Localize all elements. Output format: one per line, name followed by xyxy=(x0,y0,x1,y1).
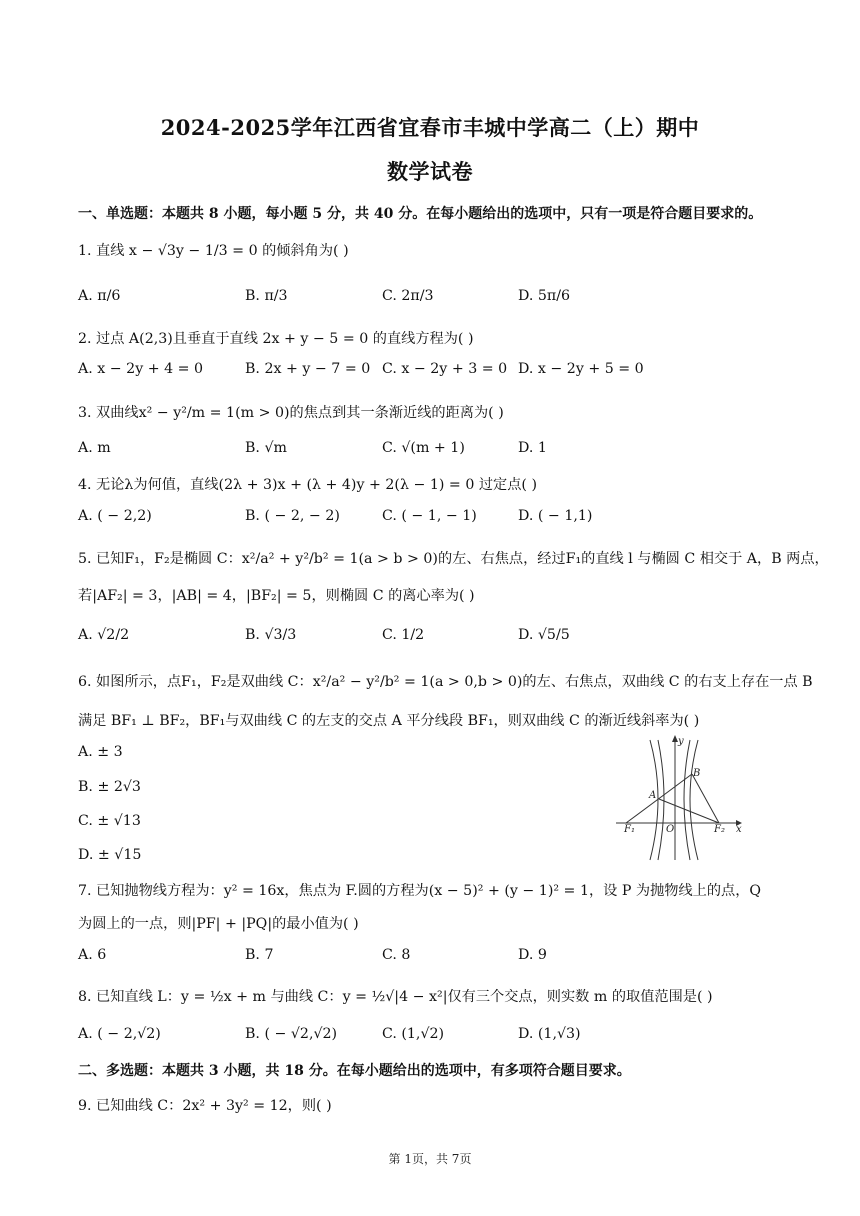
question-6-option-a: A. ± 3 xyxy=(78,744,123,760)
segment-b-f2 xyxy=(692,774,719,823)
question-8-option-d: D. (1,√3) xyxy=(518,1026,581,1042)
question-6-option-c: C. ± √13 xyxy=(78,813,141,829)
question-4-option-a: A. ( − 2,2) xyxy=(78,508,152,524)
question-5-stem-line2: 若|AF₂| = 3，|AB| = 4，|BF₂| = 5，则椭圆 C 的离心率为( ) xyxy=(78,588,475,604)
question-7-option-d: D. 9 xyxy=(518,947,547,963)
question-2-option-a: A. x − 2y + 4 = 0 xyxy=(78,361,204,377)
question-2-option-b: B. 2x + y − 7 = 0 xyxy=(245,361,371,377)
question-1-stem: 1. 直线 x − √3y − 1/3 = 0 的倾斜角为( ) xyxy=(78,243,349,259)
section2-heading: 二、多选题：本题共 3 小题，共 18 分。在每小题给出的选项中，有多项符合题目要求。 xyxy=(78,1063,631,1079)
exam-subtitle: 数学试卷 xyxy=(387,159,473,184)
label-f2: F₂ xyxy=(714,824,725,835)
question-5-stem-line1: 5. 已知F₁，F₂是椭圆 C：x²/a² + y²/b² = 1(a > b > 0)的左、右焦点，经过F₁的直线 l 与椭圆 C 相交于 A，B 两点， xyxy=(78,551,829,567)
question-1-option-d: D. 5π/6 xyxy=(518,288,571,304)
hyperbola-figure xyxy=(612,732,752,864)
question-7-option-b: B. 7 xyxy=(245,947,274,963)
question-2-stem: 2. 过点 A(2,3)且垂直于直线 2x + y − 5 = 0 的直线方程为( ) xyxy=(78,331,474,347)
question-5-option-d: D. √5/5 xyxy=(518,627,570,643)
question-3-stem: 3. 双曲线x² − y²/m = 1(m > 0)的焦点到其一条渐近线的距离为( ) xyxy=(78,405,504,421)
question-4-option-c: C. ( − 1, − 1) xyxy=(382,508,477,524)
label-a: A xyxy=(649,790,657,801)
question-5-option-c: C. 1/2 xyxy=(382,627,425,643)
question-8-option-c: C. (1,√2) xyxy=(382,1026,445,1042)
exam-title: 2024-2025学年江西省宜春市丰城中学高二（上）期中 xyxy=(160,115,700,140)
question-3-option-c: C. √(m + 1) xyxy=(382,440,465,456)
question-1-option-b: B. π/3 xyxy=(245,288,288,304)
question-8-option-a: A. ( − 2,√2) xyxy=(78,1026,161,1042)
question-6-stem-line2: 满足 BF₁ ⊥ BF₂，BF₁与双曲线 C 的左支的交点 A 平分线段 BF₁，则双曲线 C 的渐近线斜率为( ) xyxy=(78,713,700,729)
question-7-option-a: A. 6 xyxy=(78,947,107,963)
question-7-option-c: C. 8 xyxy=(382,947,411,963)
section1-heading: 一、单选题：本题共 8 小题，每小题 5 分，共 40 分。在每小题给出的选项中，只有一项是符合题目要求的。 xyxy=(78,206,763,222)
question-7-stem-line2: 为圆上的一点，则|PF| + |PQ|的最小值为( ) xyxy=(78,916,359,932)
page-footer: 第 1页，共 7页 xyxy=(388,1152,472,1166)
question-5-option-a: A. √2/2 xyxy=(78,627,130,643)
question-1-option-c: C. 2π/3 xyxy=(382,288,434,304)
right-branch-inner xyxy=(684,740,690,860)
question-5-option-b: B. √3/3 xyxy=(245,627,297,643)
question-6-stem-line1: 6. 如图所示，点F₁，F₂是双曲线 C：x²/a² − y²/b² = 1(a > 0,b > 0)的左、右焦点，双曲线 C 的右支上存在一点 B xyxy=(78,674,813,690)
right-branch-outer xyxy=(690,740,701,860)
label-f1: F₁ xyxy=(624,824,635,835)
question-2-option-d: D. x − 2y + 5 = 0 xyxy=(518,361,644,377)
question-3-option-d: D. 1 xyxy=(518,440,547,456)
question-2-option-c: C. x − 2y + 3 = 0 xyxy=(382,361,508,377)
label-b: B xyxy=(693,768,701,779)
question-8-stem: 8. 已知直线 L：y = ½x + m 与曲线 C：y = ½√|4 − x²|仅有三个交点，则实数 m 的取值范围是( ) xyxy=(78,989,713,1005)
label-x: x xyxy=(736,824,742,835)
question-4-option-d: D. ( − 1,1) xyxy=(518,508,593,524)
question-3-option-a: A. m xyxy=(78,440,111,456)
question-1-option-a: A. π/6 xyxy=(78,288,121,304)
question-3-option-b: B. √m xyxy=(245,440,287,456)
question-7-stem-line1: 7. 已知抛物线方程为：y² = 16x，焦点为 F.圆的方程为(x − 5)² + (y − 1)² = 1，设 P 为抛物线上的点，Q xyxy=(78,883,762,899)
question-6-option-d: D. ± √15 xyxy=(78,847,142,863)
question-8-option-b: B. ( − √2,√2) xyxy=(245,1026,338,1042)
question-4-option-b: B. ( − 2, − 2) xyxy=(245,508,340,524)
label-o: O xyxy=(666,824,675,835)
segment-f1-b xyxy=(626,774,692,823)
question-4-stem: 4. 无论λ为何值，直线(2λ + 3)x + (λ + 4)y + 2(λ − 1) = 0 过定点( ) xyxy=(78,477,537,493)
segment-a-f2 xyxy=(659,799,719,823)
label-y: y xyxy=(678,736,684,747)
question-6-option-b: B. ± 2√3 xyxy=(78,779,141,795)
question-9-stem: 9. 已知曲线 C：2x² + 3y² = 12，则( ) xyxy=(78,1098,332,1114)
